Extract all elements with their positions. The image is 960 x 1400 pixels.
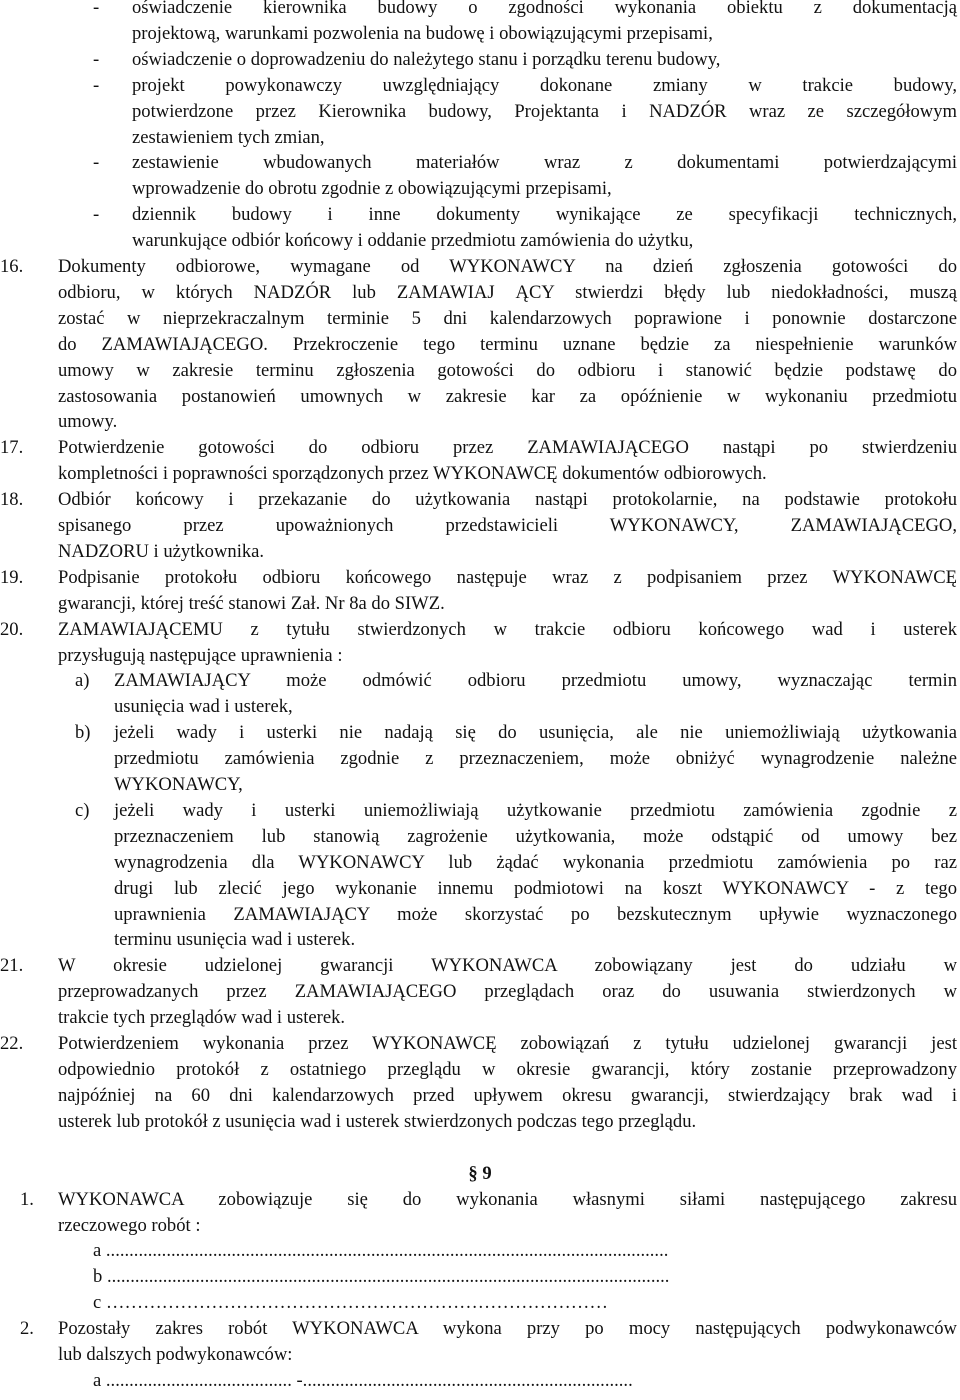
sub-item-line: przedmiotu zamówienia zgodnie z przeznaczeniem, może obniżyć wynagrodzenie należne <box>114 748 957 770</box>
section-heading: § 9 <box>468 1162 492 1184</box>
dash-item-line: wprowadzenie do obrotu zgodnie z obowiązującymi przepisami, <box>132 178 612 200</box>
sub-item-line: wynagrodzenia dla WYKONAWCY lub żądać wykonania przedmiotu zamówienia po raz <box>114 851 957 873</box>
numbered-item-line: zostać w nieprzekraczalnym terminie 5 dni kalendarzowych poprawione i ponownie dostarczone <box>58 307 957 329</box>
sub-item-line: jeżeli wady i usterki uniemożliwiają użytkowanie przedmiotu zamówienia zgodnie z <box>114 799 957 821</box>
numbered-item-line: przysługują następujące uprawnienia : <box>58 644 343 666</box>
numbered-item-line: zastosowania postanowień umownych w zakresie kar za opóźnienie w wykonaniu przedmiotu <box>58 385 957 407</box>
sub-item-line: uprawnienia ZAMAWIAJĄCY może skorzystać po bezskutecznym upływie wyznaczonego <box>114 903 957 925</box>
numbered-item-line: trakcie tych przeglądów wad i usterek. <box>58 1007 346 1029</box>
dash-item-marker: - <box>93 74 100 96</box>
numbered-item-marker: 18. <box>0 489 24 511</box>
blank-line: c ……………………………………………………………………… <box>93 1292 608 1314</box>
sub-item-line: przeznaczeniem lub stanowią zagrożenie użytkowania, może odstąpić od umowy bez <box>114 825 957 847</box>
section-item-line: lub dalszych podwykonawców: <box>58 1344 293 1365</box>
numbered-item-marker: 17. <box>0 437 24 459</box>
numbered-item-line: umowy w zakresie terminu zgłoszenia gotowości do odbioru i stanowić będzie podstawę do <box>58 359 957 381</box>
sub-item-marker: c) <box>75 799 90 821</box>
numbered-item-line: Potwierdzeniem wykonania przez WYKONAWCĘ zobowiązań z tytułu udzielonej gwarancji jest <box>58 1033 957 1054</box>
numbered-item-line: Podpisanie protokołu odbioru końcowego następuje wraz z podpisaniem przez WYKONAWCĘ <box>58 566 957 588</box>
numbered-item-marker: 20. <box>0 618 24 640</box>
blank-line: b ......................................................................................................................... <box>93 1266 670 1288</box>
numbered-item-line: umowy. <box>58 411 118 433</box>
sub-item-line: usunięcia wad i usterek, <box>114 696 293 718</box>
dash-item-line: oświadczenie o doprowadzeniu do należytego stanu i porządku terenu budowy, <box>132 48 721 70</box>
dash-item-line: oświadczenie kierownika budowy o zgodności wykonania obiektu z dokumentacją <box>132 0 957 18</box>
dash-item-marker: - <box>93 152 100 174</box>
sub-item-line: drugi lub zlecić jego wykonanie innemu podmiotowi na koszt WYKONAWCY - z tego <box>114 877 957 899</box>
numbered-item-line: odpowiednio protokół z ostatniego przeglądu w okresie gwarancji, który zostanie przeprowadzony <box>58 1058 957 1080</box>
numbered-item-line: spisanego przez upoważnionych przedstawicieli WYKONAWCY, ZAMAWIAJĄCEGO, <box>58 515 957 536</box>
numbered-item-line: ZAMAWIAJĄCEMU z tytułu stwierdzonych w trakcie odbioru końcowego wad i usterek <box>58 618 957 640</box>
numbered-item-marker: 22. <box>0 1033 24 1054</box>
dash-item-marker: - <box>93 48 100 70</box>
numbered-item-line: Potwierdzenie gotowości do odbioru przez ZAMAWIAJĄCEGO nastąpi po stwierdzeniu <box>58 437 957 459</box>
numbered-item-line: kompletności i poprawności sporządzonych przez WYKONAWCĘ dokumentów odbiorowych. <box>58 463 767 485</box>
dash-item-line: zestawieniem tych zmian, <box>132 126 325 148</box>
numbered-item-line: Dokumenty odbiorowe, wymagane od WYKONAWCY na dzień zgłoszenia gotowości do <box>58 256 957 277</box>
sub-item-line: jeżeli wady i usterki nie nadają się do usunięcia, ale nie uniemożliwiają użytkowania <box>114 722 957 744</box>
section-item-number: 2. <box>20 1318 34 1340</box>
numbered-item-line: odbioru, w których NADZÓR lub ZAMAWIAJ ĄCY stwierdzi błędy lub niedokładności, muszą <box>58 281 957 303</box>
numbered-item-line: Odbiór końcowy i przekazanie do użytkowania nastąpi protokolarnie, na podstawie protokołu <box>58 489 957 511</box>
numbered-item-line: NADZORU i użytkownika. <box>58 540 265 562</box>
numbered-item-marker: 19. <box>0 566 24 588</box>
numbered-item-line: W okresie udzielonej gwarancji WYKONAWCA zobowiązany jest do udziału w <box>58 955 957 977</box>
numbered-item-marker: 21. <box>0 955 24 977</box>
section-item-line: rzeczowego robót : <box>58 1214 201 1236</box>
sub-item-marker: b) <box>75 722 91 744</box>
numbered-item-line: przeprowadzanych przez ZAMAWIAJĄCEGO przeglądach oraz do usuwania stwierdzonych w <box>58 981 957 1003</box>
sub-item-marker: a) <box>75 670 90 692</box>
numbered-item-line: najpóźniej na 60 dni kalendarzowych przed upływem okresu gwarancji, stwierdzający brak wad i <box>58 1084 957 1106</box>
dash-item-line: projekt powykonawczy uwzględniający dokonane zmiany w trakcie budowy, <box>132 74 957 96</box>
section-item-line: Pozostały zakres robót WYKONAWCA wykona przy po mocy następujących podwykonawców <box>58 1318 957 1340</box>
dash-item-line: zestawienie wbudowanych materiałów wraz z dokumentami potwierdzającymi <box>132 152 957 174</box>
dash-item-line: dziennik budowy i inne dokumenty wynikające ze specyfikacji technicznych, <box>132 204 957 226</box>
dash-item-line: warunkujące odbiór końcowy i oddanie przedmiotu zamówienia do użytku, <box>132 230 694 252</box>
numbered-item-line: usterek lub protokół z usunięcia wad i usterek stwierdzonych podczas tego przeglądu. <box>58 1110 697 1132</box>
sub-item-line: WYKONAWCY, <box>114 774 243 795</box>
dash-item-marker: - <box>93 204 100 226</box>
sub-item-line: ZAMAWIAJĄCY może odmówić odbioru przedmiotu umowy, wyznaczając termin <box>114 670 957 692</box>
numbered-item-line: gwarancji, której treść stanowi Zał. Nr 8a do SIWZ. <box>58 592 445 614</box>
dash-item-marker: - <box>93 0 100 18</box>
blank-line: a ......................................................................................................................... <box>93 1240 669 1262</box>
section-item-number: 1. <box>20 1188 34 1210</box>
section-item-line: WYKONAWCA zobowiązuje się do wykonania własnymi siłami następującego zakresu <box>58 1188 957 1210</box>
dash-item-line: projektową, warunkami pozwolenia na budowę i obowiązującymi przepisami, <box>132 22 713 44</box>
blank-line: a ........................................ -....................................................................... <box>93 1369 633 1391</box>
numbered-item-line: do ZAMAWIAJĄCEGO. Przekroczenie tego terminu uznane będzie za niespełnienie warunków <box>58 333 957 355</box>
dash-item-line: potwierdzone przez Kierownika budowy, Projektanta i NADZÓR wraz ze szczegółowym <box>132 100 957 122</box>
numbered-item-marker: 16. <box>0 256 24 277</box>
sub-item-line: terminu usunięcia wad i usterek. <box>114 929 356 951</box>
